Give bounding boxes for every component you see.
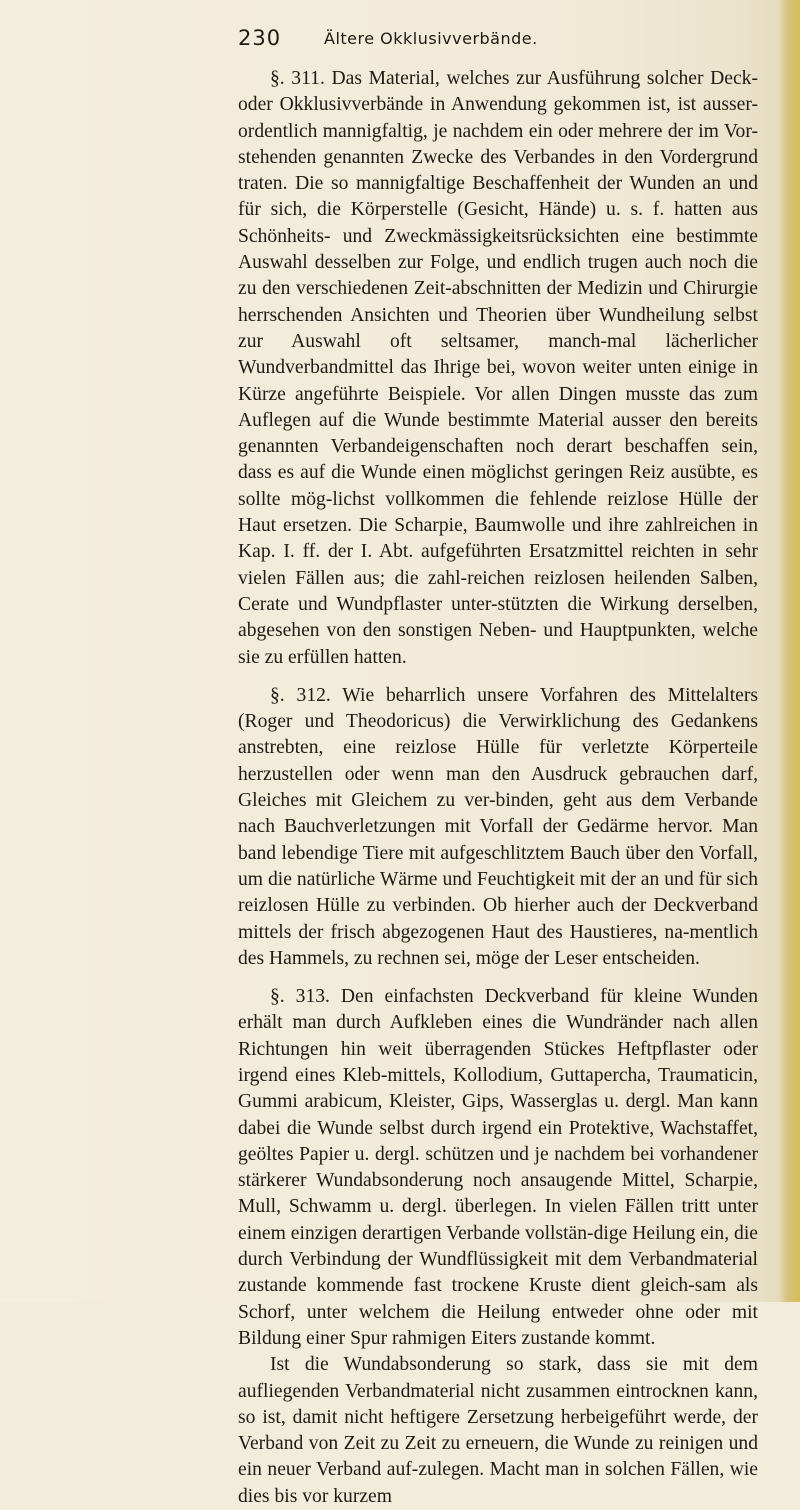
paragraph-313-continued: Ist die Wundabsonderung so stark, dass sie mit dem aufliegenden Verbandmaterial nicht zusammen eintrocknen kann, so ist, damit nicht heftigere Zersetzung herbeigeführt werde, der Verband von Zeit zu Zeit zu erneuern, die Wunde zu reinigen und ein neuer Verband auf-zulegen. Macht man in solchen Fällen, wie dies bis vor kurzem — [238, 1354, 758, 1507]
page-number: 230 — [238, 26, 282, 50]
paragraph-311: §. 311. Das Material, welches zur Ausführung solcher Deck- oder Okklusivverbände in Anwendung gekommen ist, ist ausser-ordentlich mannigfaltig, je nachdem ein oder mehrere der im Vor-stehenden genannten Zwecke des Verbandes in den Vordergrund traten. Die so mannigfaltige Beschaffenheit der Wunden an und für sich, die Körperstelle (Gesicht, Hände) u. s. f. hatten aus Schönheits- und Zweckmässigkeitsrücksichten eine bestimmte Auswahl desselben zur Folge, und endlich trugen auch noch die zu den verschiedenen Zeit-abschnitten der Medizin und Chirurgie herrschenden Ansichten und Theorien über Wundheilung selbst zur Auswahl oft seltsamer, manch-mal lächerlicher Wundverbandmittel das Ihrige bei, wovon weiter unten einige in Kürze angeführte Beispiele. Vor allen Dingen musste das zum Auflegen auf die Wunde bestimmte Material ausser den bereits genannten Verbandeigenschaften noch derart beschaffen sein, dass es auf die Wunde einen möglichst geringen Reiz ausübte, es sollte mög-lichst vollkommen die fehlende reizlose Hülle der Haut ersetzen. Die Scharpie, Baumwolle und ihre zahlreichen in Kap. I. ff. der I. Abt. aufgeführten Ersatzmittel reichten in sehr vielen Fällen aus; die zahl-reichen reizlosen heilenden Salben, Cerate und Wundpflaster unter-stützten die Wirkung derselben, abgesehen von den sonstigen Neben- und Hauptpunkten, welche sie zu erfüllen hatten. — [238, 68, 758, 668]
body-text — [238, 66, 758, 1510]
paragraph-313: §. 313. Den einfachsten Deckverband für kleine Wunden erhält man durch Aufkleben eines die Wundränder nach allen Richtungen hin weit überragenden Stückes Heftpflaster oder irgend eines Kleb-mittels, Kollodium, Guttapercha, Traumaticin, Gummi arabicum, Kleister, Gips, Wasserglas u. dergl. Man kann dabei die Wunde selbst durch irgend ein Protektive, Wachstaffet, geöltes Papier u. dergl. schützen und je nachdem bei vorhandener stärkerer Wundabsonderung noch ansaugende Mittel, Scharpie, Mull, Schwamm u. dergl. überlegen. In vielen Fällen tritt unter einem einzigen derartigen Verbande vollstän-dige Heilung ein, die durch Verbindung der Wundflüssigkeit mit dem Verbandmaterial zustande kommende fast trockene Kruste dient gleich-sam als Schorf, unter welchem die Heilung entweder ohne oder mit Bildung einer Spur rahmigen Eiters zustande kommt. — [238, 986, 758, 1349]
paragraph-312: §. 312. Wie beharrlich unsere Vorfahren des Mittelalters (Roger und Theodoricus) die Verwirklichung des Gedankens anstrebten, eine reizlose Hülle für verletzte Körperteile herzustellen oder wenn man den Ausdruck gebrauchen darf, Gleiches mit Gleichem zu ver-binden, geht aus dem Verbande nach Bauchverletzungen mit Vorfall der Gedärme hervor. Man band lebendige Tiere mit aufgeschlitztem Bauch über den Vorfall, um die natürliche Wärme und Feuchtigkeit mit der an und für sich reizlosen Hülle zu verbinden. Ob hierher auch der Deckverband mittels der frisch abgezogenen Haut des Haustieres, na-mentlich des Hammels, zu rechnen sei, möge der Leser entscheiden. — [238, 684, 758, 969]
page-edge — [778, 0, 800, 1302]
running-title: Ältere Okklusivverbände. — [324, 29, 538, 48]
page-header — [238, 26, 758, 56]
